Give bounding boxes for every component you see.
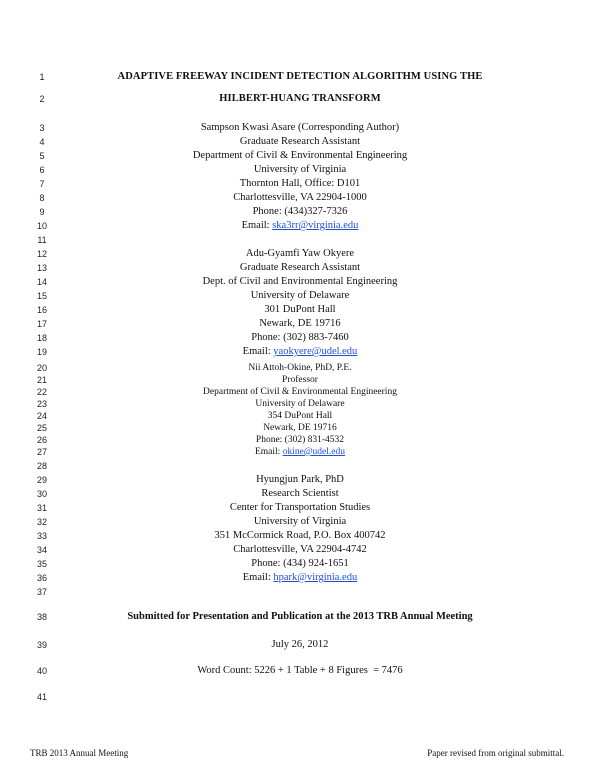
- line-number: 3: [39, 123, 45, 133]
- author-3-department-line: [0, 386, 600, 398]
- author-phone: Phone: (434) 924-1651: [251, 558, 349, 569]
- author-2-name-line: [0, 247, 600, 261]
- author-position: Graduate Research Assistant: [239, 136, 361, 147]
- author-3-university-line: [0, 398, 600, 410]
- line-number: 12: [36, 249, 47, 259]
- email-label: Email:: [242, 346, 274, 357]
- author-3-phone-line: [0, 434, 600, 446]
- author-office: 351 McCormick Road, P.O. Box 400742: [214, 530, 386, 541]
- author-3-city-line: [0, 422, 600, 434]
- author-1-position-line: [0, 135, 600, 149]
- author-2-phone-line: [0, 331, 600, 345]
- author-name: Adu-Gyamfi Yaw Okyere: [245, 248, 355, 259]
- blank-line: [0, 233, 600, 247]
- paper-title: ADAPTIVE FREEWAY INCIDENT DETECTION ALGORITHM USING THE: [117, 71, 483, 82]
- line-number: 17: [36, 319, 47, 329]
- author-3-position-line: [0, 374, 600, 386]
- blank-line: [0, 690, 600, 704]
- line-number: 2: [39, 94, 45, 104]
- author-department: Department of Civil & Environmental Engineering: [203, 387, 397, 397]
- line-number: 25: [36, 423, 47, 433]
- author-1-city-line: [0, 191, 600, 205]
- line-number: 6: [39, 165, 45, 175]
- author-phone: Phone: (434)327-7326: [252, 206, 348, 217]
- author-2-university-line: [0, 289, 600, 303]
- line-number: 1: [39, 72, 45, 82]
- author-4-department-line: [0, 501, 600, 515]
- blank-line: [0, 585, 600, 599]
- line-number: 29: [36, 475, 47, 485]
- author-office: Thornton Hall, Office: D101: [239, 178, 361, 189]
- line-number: 39: [36, 640, 47, 650]
- author-university: University of Delaware: [255, 399, 345, 409]
- title-line-1: [0, 70, 600, 84]
- author-university: University of Virginia: [253, 164, 347, 175]
- blank-line: [0, 460, 600, 472]
- author-3-office-line: [0, 410, 600, 422]
- email-link[interactable]: hpark@virginia.edu: [273, 572, 358, 583]
- line-number: 40: [36, 666, 47, 676]
- email-link[interactable]: okine@udel.edu: [282, 447, 345, 457]
- line-number: 38: [36, 612, 47, 622]
- author-2-city-line: [0, 317, 600, 331]
- line-number: 27: [36, 447, 47, 457]
- line-number: 30: [36, 489, 47, 499]
- author-university: University of Delaware: [250, 290, 350, 301]
- line-number: 9: [39, 207, 45, 217]
- line-number: 19: [36, 347, 47, 357]
- author-4-university-line: [0, 515, 600, 529]
- author-1-phone-line: [0, 205, 600, 219]
- author-position: Graduate Research Assistant: [239, 262, 361, 273]
- author-position: Professor: [282, 375, 318, 385]
- author-name: Nii Attoh-Okine, PhD, P.E.: [248, 363, 352, 373]
- author-4-phone-line: [0, 557, 600, 571]
- line-number: 36: [36, 573, 47, 583]
- line-number: 8: [39, 193, 45, 203]
- author-department: Dept. of Civil and Environmental Engineering: [202, 276, 398, 287]
- author-1-department-line: [0, 149, 600, 163]
- line-number: 10: [36, 221, 47, 231]
- word-count: Word Count: 5226 + 1 Table + 8 Figures = 7476: [197, 665, 403, 676]
- author-phone: Phone: (302) 831-4532: [255, 435, 345, 445]
- author-name: Sampson Kwasi Asare (Corresponding Author): [200, 122, 400, 133]
- line-number: 35: [36, 559, 47, 569]
- line-number: 15: [36, 291, 47, 301]
- line-number: 37: [36, 587, 47, 597]
- line-number: 14: [36, 277, 47, 287]
- author-1-email-line: [0, 219, 600, 233]
- submission-date: July 26, 2012: [271, 639, 329, 650]
- line-number: 20: [36, 363, 47, 373]
- email-label: Email:: [241, 220, 273, 231]
- footer-right: Paper revised from original submittal.: [427, 748, 564, 758]
- word-count-line: [0, 664, 600, 678]
- line-number: 22: [36, 387, 47, 397]
- line-number: 23: [36, 399, 47, 409]
- author-3-email-line: [0, 446, 600, 458]
- author-name: Hyungjun Park, PhD: [256, 474, 344, 485]
- author-city: Charlottesville, VA 22904-1000: [233, 192, 367, 203]
- author-city: Newark, DE 19716: [259, 318, 341, 329]
- author-4-office-line: [0, 529, 600, 543]
- author-phone: Phone: (302) 883-7460: [251, 332, 349, 343]
- line-number: 21: [36, 375, 47, 385]
- author-2-office-line: [0, 303, 600, 317]
- line-number: 18: [36, 333, 47, 343]
- title-line-2: [0, 92, 600, 106]
- author-2-email-line: [0, 345, 600, 359]
- line-number: 4: [39, 137, 45, 147]
- submission-statement: Submitted for Presentation and Publication at the 2013 TRB Annual Meeting: [127, 611, 473, 622]
- submission-line: [0, 610, 600, 624]
- email-label: Email:: [254, 447, 283, 457]
- author-office: 354 DuPont Hall: [267, 411, 333, 421]
- author-department: Department of Civil & Environmental Engineering: [192, 150, 408, 161]
- author-office: 301 DuPont Hall: [264, 304, 336, 315]
- line-number: 41: [36, 692, 47, 702]
- author-city: Charlottesville, VA 22904-4742: [233, 544, 367, 555]
- line-number: 34: [36, 545, 47, 555]
- author-3-name-line: [0, 362, 600, 374]
- email-link[interactable]: yaokyere@udel.edu: [273, 346, 358, 357]
- author-4-city-line: [0, 543, 600, 557]
- author-1-office-line: [0, 177, 600, 191]
- author-position: Research Scientist: [261, 488, 339, 499]
- author-1-university-line: [0, 163, 600, 177]
- line-number: 5: [39, 151, 45, 161]
- author-2-position-line: [0, 261, 600, 275]
- author-4-position-line: [0, 487, 600, 501]
- author-4-email-line: [0, 571, 600, 585]
- line-number: 16: [36, 305, 47, 315]
- author-2-department-line: [0, 275, 600, 289]
- footer-left: TRB 2013 Annual Meeting: [30, 748, 129, 758]
- line-number: 28: [36, 461, 47, 471]
- email-link[interactable]: ska3rr@virginia.edu: [272, 220, 359, 231]
- author-university: University of Virginia: [253, 516, 347, 527]
- line-number: 24: [36, 411, 47, 421]
- line-number: 13: [36, 263, 47, 273]
- line-number: 31: [36, 503, 47, 513]
- line-number: 26: [36, 435, 47, 445]
- line-number: 7: [39, 179, 45, 189]
- line-number: 33: [36, 531, 47, 541]
- paper-title-continued: HILBERT-HUANG TRANSFORM: [219, 93, 381, 104]
- date-line: [0, 638, 600, 652]
- author-department: Center for Transportation Studies: [229, 502, 371, 513]
- author-city: Newark, DE 19716: [263, 423, 337, 433]
- line-number: 11: [37, 235, 47, 245]
- author-1-name-line: [0, 121, 600, 135]
- email-label: Email:: [242, 572, 274, 583]
- line-number: 32: [36, 517, 47, 527]
- author-4-name-line: [0, 473, 600, 487]
